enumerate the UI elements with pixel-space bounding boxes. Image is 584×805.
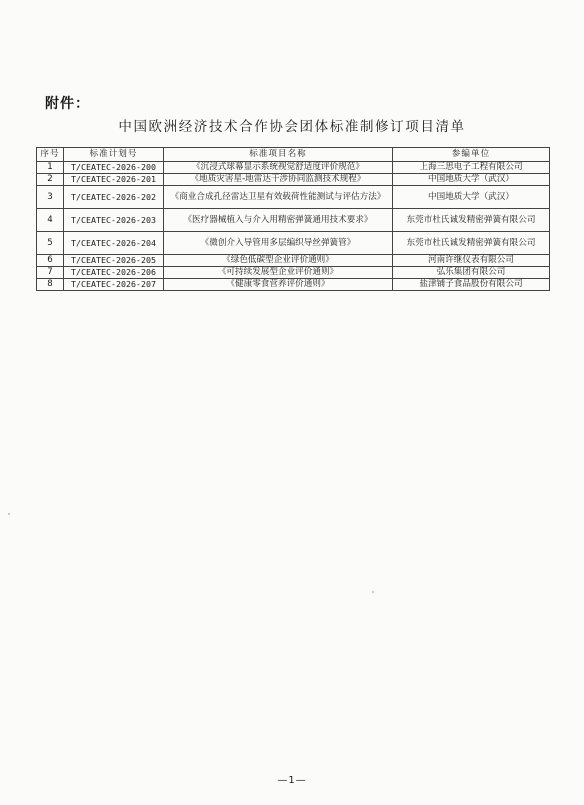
row-project-name: 《地质灾害星-地雷达干涉协同监测技术规程》 — [164, 174, 393, 186]
row-project-name: 《健康零食营养评价通则》 — [164, 279, 393, 291]
table-row — [37, 232, 550, 255]
table-row — [37, 186, 550, 209]
row-project-name: 《微创介入导管用多层编织导丝弹簧管》 — [164, 232, 393, 255]
row-org: 上海三思电子工程有限公司 — [393, 162, 550, 174]
table-row — [37, 279, 550, 291]
row-plan-code: T/CEATEC-2026-207 — [64, 279, 164, 291]
row-no: 8 — [37, 279, 64, 291]
row-plan-code: T/CEATEC-2026-202 — [64, 186, 164, 209]
row-plan-code: T/CEATEC-2026-204 — [64, 232, 164, 255]
page-number: —1— — [277, 775, 307, 786]
row-no: 5 — [37, 232, 64, 255]
table-row — [37, 162, 550, 174]
header-participating-org: 参编单位 — [393, 148, 550, 162]
row-plan-code: T/CEATEC-2026-205 — [64, 255, 164, 267]
row-org: 中国地质大学（武汉） — [393, 174, 550, 186]
row-org: 东莞市杜氏诚发精密弹簧有限公司 — [393, 232, 550, 255]
table-row — [37, 255, 550, 267]
row-project-name: 《可持续发展型企业评价通则》 — [164, 267, 393, 279]
row-org: 东莞市杜氏诚发精密弹簧有限公司 — [393, 209, 550, 232]
row-no: 7 — [37, 267, 64, 279]
table-row — [37, 209, 550, 232]
row-no: 1 — [37, 162, 64, 174]
row-no: 3 — [37, 186, 64, 209]
table-row — [37, 174, 550, 186]
row-no: 2 — [37, 174, 64, 186]
row-project-name: 《商业合成孔径雷达卫星有效载荷性能测试与评估方法》 — [164, 186, 393, 209]
row-plan-code: T/CEATEC-2026-201 — [64, 174, 164, 186]
row-org: 盐津铺子食品股份有限公司 — [393, 279, 550, 291]
attachment-label: 附件： — [45, 96, 90, 112]
table-header-row — [37, 148, 550, 162]
document-title: 中国欧洲经济技术合作协会团体标准制修订项目清单 — [118, 119, 466, 135]
row-no: 6 — [37, 255, 64, 267]
project-list-table — [36, 147, 550, 291]
row-plan-code: T/CEATEC-2026-206 — [64, 267, 164, 279]
row-project-name: 《医疗器械植入与介入用精密弹簧通用技术要求》 — [164, 209, 393, 232]
row-no: 4 — [37, 209, 64, 232]
row-plan-code: T/CEATEC-2026-200 — [64, 162, 164, 174]
table-row — [37, 267, 550, 279]
scan-speck — [8, 513, 10, 515]
row-project-name: 《绿色低碳型企业评价通则》 — [164, 255, 393, 267]
header-plan-code: 标准计划号 — [64, 148, 164, 162]
row-org: 中国地质大学（武汉） — [393, 186, 550, 209]
scan-speck — [372, 591, 374, 593]
row-org: 河南许继仪表有限公司 — [393, 255, 550, 267]
row-project-name: 《沉浸式球幕显示系统视觉舒适度评价规范》 — [164, 162, 393, 174]
header-project-name: 标准项目名称 — [164, 148, 393, 162]
row-org: 弘乐集团有限公司 — [393, 267, 550, 279]
header-no: 序号 — [37, 148, 64, 162]
row-plan-code: T/CEATEC-2026-203 — [64, 209, 164, 232]
